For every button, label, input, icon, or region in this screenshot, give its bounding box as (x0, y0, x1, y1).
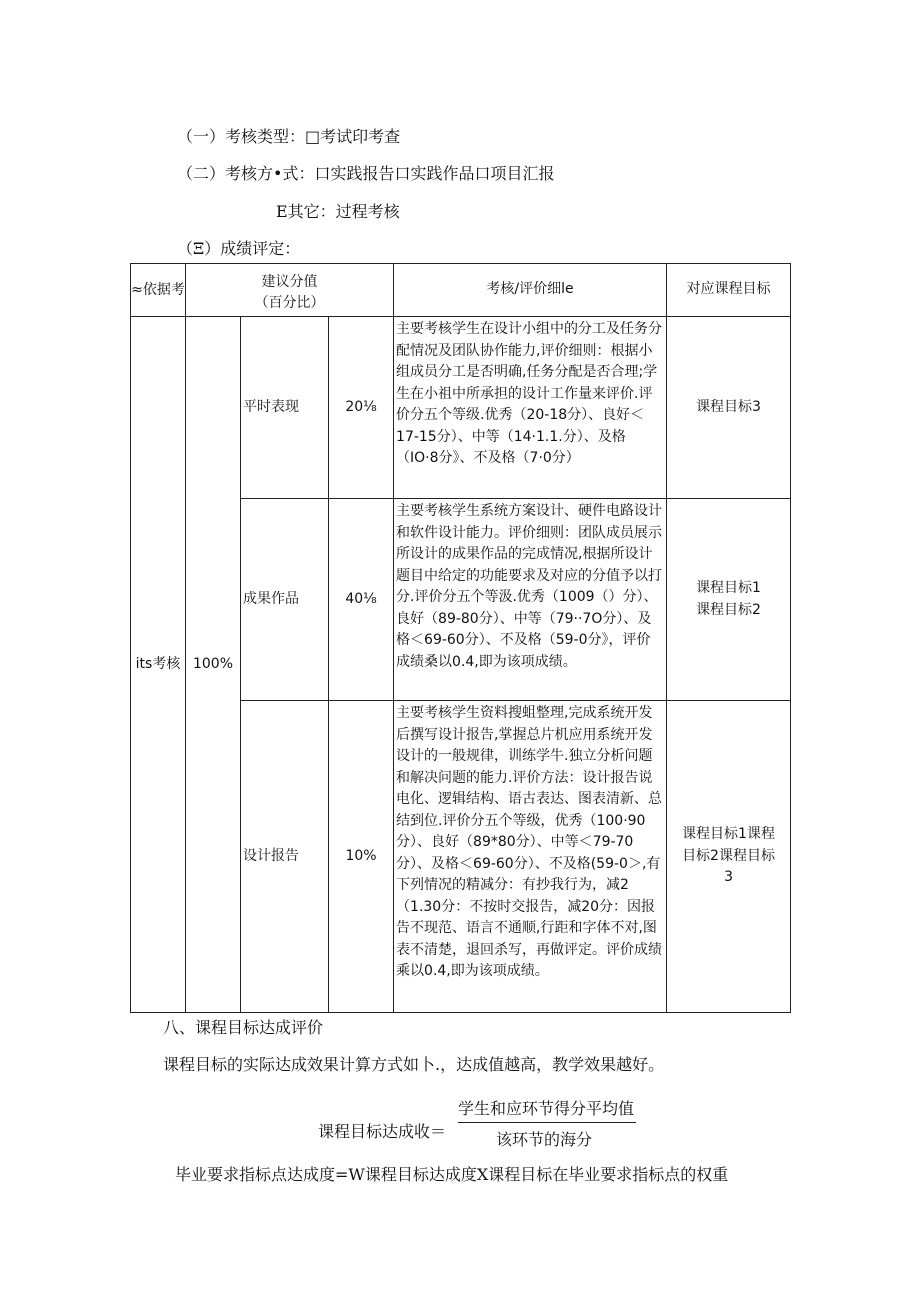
table-header-row (131, 264, 791, 317)
detail-cell: 主要考核学生资料搜蛆整理,完成系统开发后撰写设计报告,掌握总片机应用系统开发设计的一般规律，训练学牛.独立分析问题和解决问题的能力.评价方法：设计报告说电化、逻辑结构、语古表达、图表清新、总结到位.评价分五个等级，优秀（100·90分）、良好（89*80分）、中等＜79-70分）、及格＜69-60分）、不及格(59-0＞,有下列情况的精减分：有抄我行为，减2（1.30分：不按时交报告，减20分：因报告不现范、语言不通顺,行距和字体不对,图表不清楚，退回杀写，再做评定。评价成绩乘以0.4,即为该项成绩。 (394, 701, 667, 1013)
goal-line: 课程目标3 (696, 398, 761, 415)
percent-cell: 10% (329, 701, 394, 1013)
goal-line: 3 (724, 869, 733, 886)
percent-cell: 40⅛ (329, 499, 394, 701)
goal-line: 目标2课程目标 (682, 847, 775, 864)
goal-line: 课程目标2 (696, 601, 761, 618)
header-score-bottom: （百分比） (254, 295, 325, 311)
detail-cell: 主要考核学生在设计小组中的分工及任务分配情况及团队协作能力,评价细则：根据小组成员分工是否明确,任务分配是否合理;学生在小祖中所承担的设计工作量来评价.评价分五个等级.优秀（20-18分）、良好＜17-15分）、中等（14·1.1.分）、及格（IO·8分》、不及格（7·0分） (394, 317, 667, 499)
total-percent-cell: 100% (186, 317, 241, 1013)
goal-cell (667, 499, 791, 701)
goal-cell (667, 701, 791, 1013)
percent-cell: 20⅛ (329, 317, 394, 499)
formula-denominator: 该环节的海分 (496, 1130, 593, 1149)
detail-cell: 主要考核学生系统方案设计、硬件电路设计和软件设计能力。评价细则：团队成员展示所设计的成果作品的完成情况,根据所设计题目中给定的功能要求及对应的分值予以打分.评价分五个等汲.优秀（1009（）分）、良好（89-80分）、中等（79··7O分）、及格＜69-60分）、不及格（59-0分》，评价成绩桑以0.4,即为该项成绩。 (394, 499, 667, 701)
header-basis: ≈依据考 (131, 264, 186, 317)
grade-table (130, 263, 791, 1013)
section-intro: 课程目标的实际达成效果计算方式如卜.，达成值越高，教学效果越好。 (163, 1055, 665, 1074)
goal-line: 课程目标1课程 (682, 826, 775, 843)
basis-cell: its考核 (131, 317, 186, 1013)
exam-other-line: E其它：过程考核 (276, 202, 400, 221)
header-detail: 考核/评价细le (394, 264, 667, 317)
formula-numerator: 学生和应环节得分平均值 (458, 1096, 636, 1123)
header-score-top: 建议分值 (261, 273, 318, 290)
exam-type-line: （一）考核类型：□考试印考查 (177, 127, 401, 146)
table-row (131, 317, 791, 499)
section-heading: 八、课程目标达成评价 (163, 1018, 324, 1037)
item-cell: 平时表现 (241, 317, 329, 499)
exam-method-line: （二）考核方•式：口实践报告口实践作品口项目汇报 (177, 164, 555, 183)
goal-line: 课程目标1 (696, 580, 761, 596)
item-cell: 成果作品 (241, 499, 329, 701)
goal-cell (667, 317, 791, 499)
grade-section-title: （Ξ）成绩评定： (177, 239, 301, 258)
formula-label: 课程目标达成收＝ (318, 1122, 447, 1141)
header-goal: 对应课程目标 (667, 264, 791, 317)
graduation-formula: 毕业要求指标点达成度=W课程目标达成度X课程目标在毕业要求指标点的权重 (175, 1165, 729, 1184)
header-score (186, 264, 394, 317)
item-cell: 设计报告 (241, 701, 329, 1013)
